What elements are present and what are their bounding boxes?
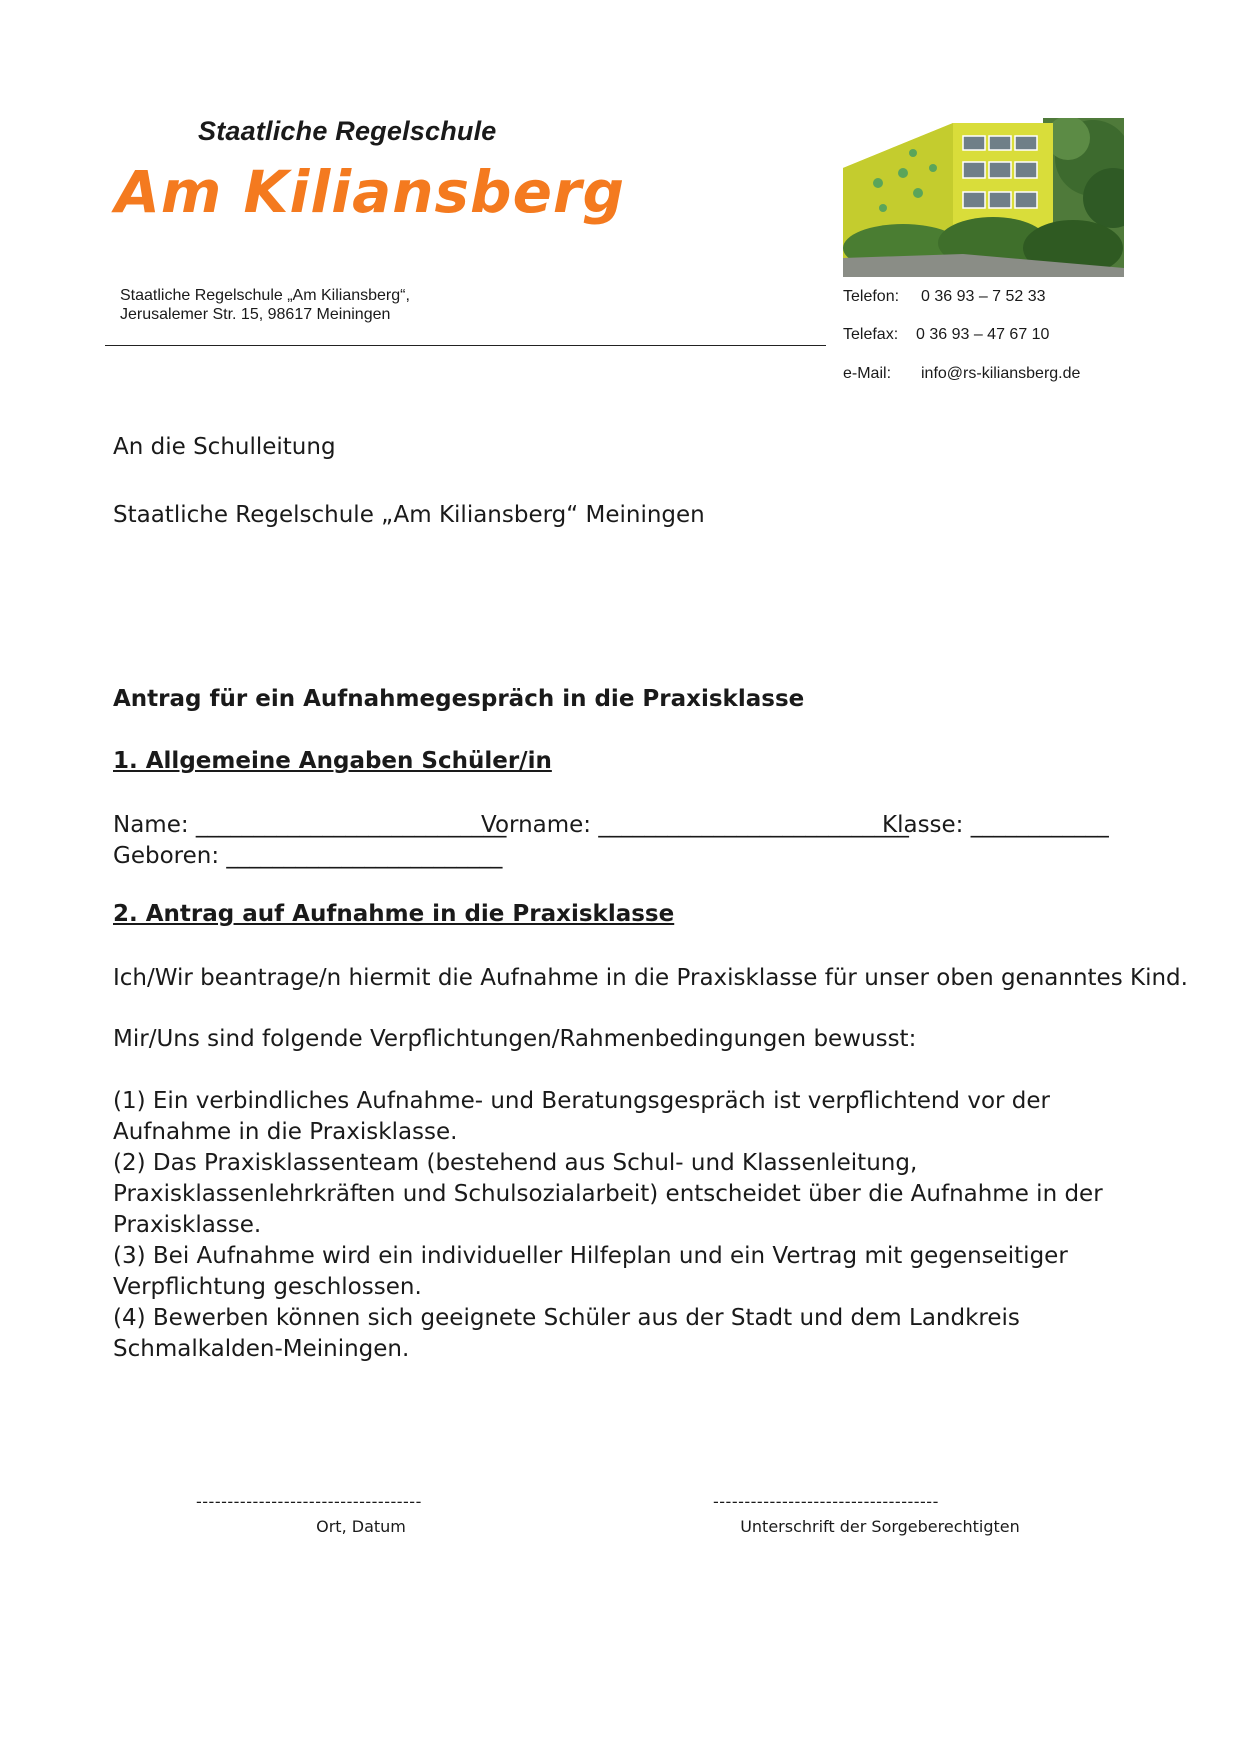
contact-email <box>843 365 1080 383</box>
phone-value: 0 36 93 – 7 52 33 <box>921 288 1046 305</box>
school-type: Staatliche Regelschule <box>198 116 497 146</box>
fax-label: Telefax: <box>843 326 899 343</box>
conditions-list <box>113 1086 1123 1365</box>
condition-item: (3) Bei Aufnahme wird ein individueller Hilfeplan und ein Vertrag mit gegenseitiger Verpflichtung geschlossen. <box>113 1243 1068 1300</box>
email-value: info@rs-kiliansberg.de <box>921 365 1081 382</box>
header-divider <box>105 345 826 346</box>
contact-phone <box>843 288 1046 306</box>
class-field[interactable]: Klasse: ____________ <box>882 812 1109 838</box>
contact-fax <box>843 326 1049 344</box>
place-date-label: Ort, Datum <box>316 1517 406 1536</box>
recipient-line1: An die Schulleitung <box>113 434 336 460</box>
first-name-field[interactable]: Vorname: ___________________________ <box>481 812 909 838</box>
fax-value: 0 36 93 – 47 67 10 <box>916 326 1050 343</box>
document-title: Antrag für ein Aufnahmegespräch in die Praxisklasse <box>113 686 805 712</box>
condition-item: (1) Ein verbindliches Aufnahme- und Beratungsgespräch ist verpflichtend vor der Aufnahme in die Praxisklasse. <box>113 1088 1051 1145</box>
section1-heading: 1. Allgemeine Angaben Schüler/in <box>113 748 552 774</box>
sender-address-line1: Staatliche Regelschule „Am Kiliansberg“, <box>120 287 410 304</box>
phone-label: Telefon: <box>843 288 900 305</box>
recipient-line2: Staatliche Regelschule „Am Kiliansberg“ Meiningen <box>113 502 705 528</box>
place-date-signature-line[interactable]: ------------------------------------ <box>196 1492 422 1511</box>
application-statement: Ich/Wir beantrage/n hiermit die Aufnahme in die Praxisklasse für unser oben genanntes Kind. <box>113 965 1188 991</box>
birthdate-field[interactable]: Geboren: ________________________ <box>113 843 503 869</box>
name-field[interactable]: Name: ___________________________ <box>113 812 507 838</box>
school-building-photo <box>843 118 1124 277</box>
guardian-signature-line[interactable]: ------------------------------------ <box>713 1492 939 1511</box>
section2-heading: 2. Antrag auf Aufnahme in die Praxisklasse <box>113 901 675 927</box>
guardian-signature-label: Unterschrift der Sorgeberechtigten <box>740 1517 1020 1536</box>
condition-item: (4) Bewerben können sich geeignete Schüler aus der Stadt und dem Landkreis Schmalkalden-Meiningen. <box>113 1305 1020 1362</box>
school-name-logo: Am Kiliansberg <box>115 158 626 226</box>
sender-address-line2: Jerusalemer Str. 15, 98617 Meiningen <box>120 306 391 323</box>
obligations-heading: Mir/Uns sind folgende Verpflichtungen/Rahmenbedingungen bewusst: <box>113 1026 917 1052</box>
condition-item: (2) Das Praxisklassenteam (bestehend aus Schul- und Klassenleitung, Praxisklassenlehrkräften und Schulsozialarbeit) entscheidet über die Aufnahme in der Praxisklasse. <box>113 1150 1103 1238</box>
email-label: e-Mail: <box>843 365 892 382</box>
